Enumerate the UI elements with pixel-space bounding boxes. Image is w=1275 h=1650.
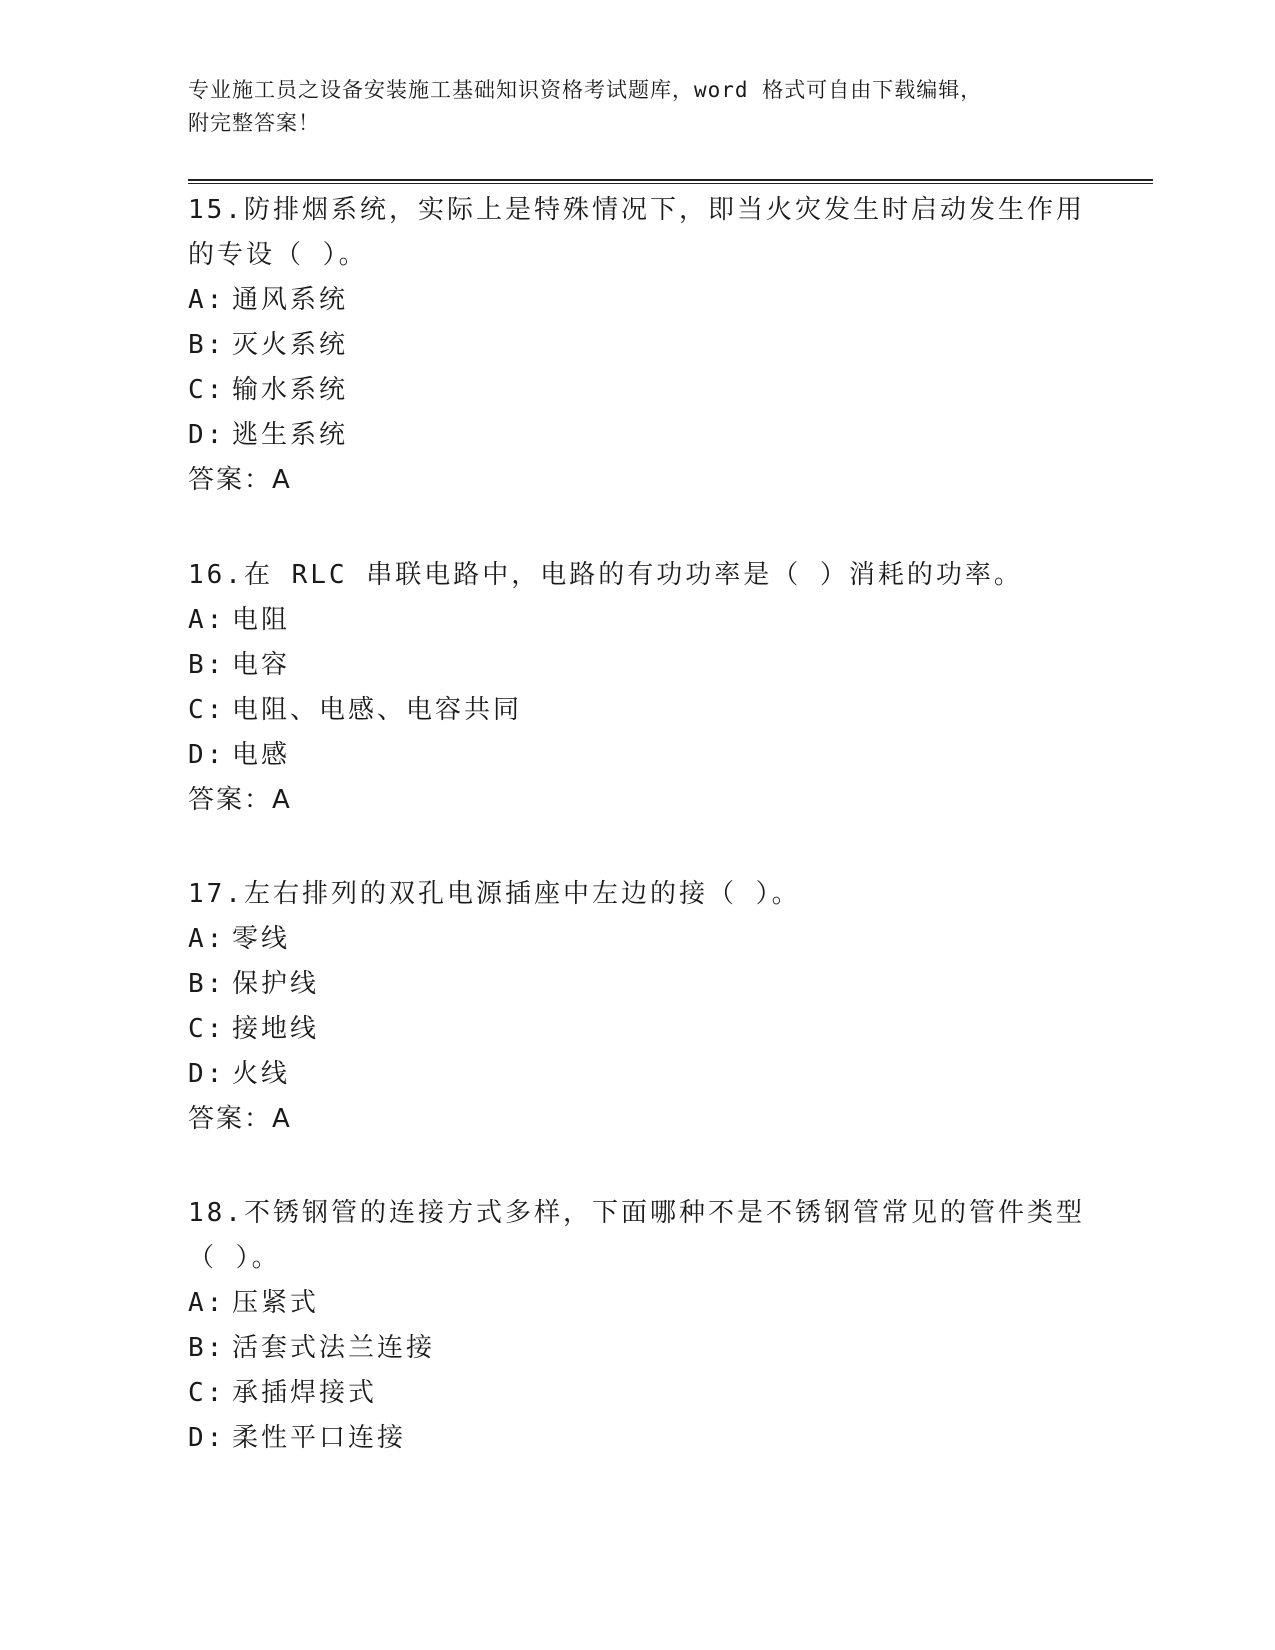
option-key: A: xyxy=(188,285,226,315)
option-a xyxy=(188,917,1088,962)
option-key: B: xyxy=(188,650,226,680)
option-key: B: xyxy=(188,1333,226,1363)
option-c xyxy=(188,1371,1088,1416)
option-key: A: xyxy=(188,1288,226,1318)
option-text: 柔性平口连接 xyxy=(232,1423,407,1453)
option-key: C: xyxy=(188,375,226,405)
question-stem: 18.不锈钢管的连接方式多样，下面哪种不是不锈钢管常见的管件类型 xyxy=(188,1198,1085,1228)
option-d xyxy=(188,733,1088,778)
option-key: C: xyxy=(188,695,226,725)
option-key: D: xyxy=(188,1423,226,1453)
option-b xyxy=(188,1326,1088,1371)
option-text: 电感 xyxy=(232,740,291,770)
option-text: 电阻、电感、电容共同 xyxy=(232,695,523,725)
header-divider xyxy=(188,179,1153,184)
option-key: B: xyxy=(188,330,226,360)
option-text: 通风系统 xyxy=(232,285,349,315)
option-key: A: xyxy=(188,924,226,954)
answer-line: 答案：A xyxy=(188,1104,292,1134)
question-15 xyxy=(188,188,1088,503)
option-text: 承插焊接式 xyxy=(232,1378,378,1408)
option-key: C: xyxy=(188,1014,226,1044)
option-key: D: xyxy=(188,420,226,450)
option-text: 输水系统 xyxy=(232,375,349,405)
question-stem-continued: （ ）。 xyxy=(188,1243,281,1273)
option-text: 火线 xyxy=(232,1059,291,1089)
question-18 xyxy=(188,1191,1088,1461)
answer-line: 答案：A xyxy=(188,465,292,495)
option-key: B: xyxy=(188,969,226,999)
question-17 xyxy=(188,872,1088,1142)
option-b xyxy=(188,962,1088,1007)
option-a xyxy=(188,278,1088,323)
option-c xyxy=(188,1007,1088,1052)
option-text: 活套式法兰连接 xyxy=(232,1333,436,1363)
option-key: C: xyxy=(188,1378,226,1408)
header-line-1: 专业施工员之设备安装施工基础知识资格考试题库，word 格式可自由下载编辑， xyxy=(188,78,983,102)
option-c xyxy=(188,368,1088,413)
option-d xyxy=(188,1416,1088,1461)
question-stem: 17.左右排列的双孔电源插座中左边的接（ ）。 xyxy=(188,879,801,909)
option-text: 逃生系统 xyxy=(232,420,349,450)
question-stem: 15.防排烟系统，实际上是特殊情况下，即当火灾发生时启动发生作用 xyxy=(188,195,1085,225)
option-key: D: xyxy=(188,740,226,770)
option-d xyxy=(188,1052,1088,1097)
question-stem-continued: 的专设（ ）。 xyxy=(188,240,368,270)
option-c xyxy=(188,688,1088,733)
option-a xyxy=(188,1281,1088,1326)
option-key: D: xyxy=(188,1059,226,1089)
option-b xyxy=(188,323,1088,368)
option-key: A: xyxy=(188,605,226,635)
option-text: 电阻 xyxy=(232,605,291,635)
question-16 xyxy=(188,553,1088,823)
answer-line: 答案：A xyxy=(188,785,292,815)
option-text: 零线 xyxy=(232,924,291,954)
option-d xyxy=(188,413,1088,458)
option-text: 电容 xyxy=(232,650,291,680)
option-text: 保护线 xyxy=(232,969,320,999)
option-a xyxy=(188,598,1088,643)
option-text: 灭火系统 xyxy=(232,330,349,360)
option-text: 接地线 xyxy=(232,1014,320,1044)
header-line-2: 附完整答案！ xyxy=(188,111,320,135)
question-stem: 16.在 RLC 串联电路中，电路的有功功率是（ ）消耗的功率。 xyxy=(188,560,1023,590)
option-b xyxy=(188,643,1088,688)
option-text: 压紧式 xyxy=(232,1288,320,1318)
document-header xyxy=(188,74,1088,140)
